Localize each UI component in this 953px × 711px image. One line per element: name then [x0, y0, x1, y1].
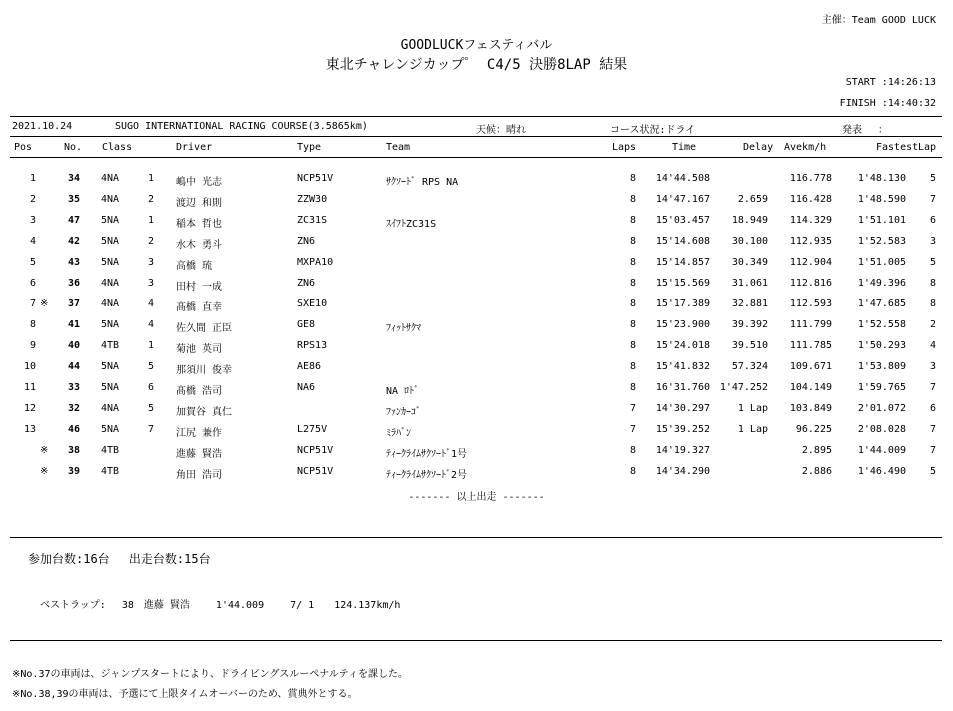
cell-laps: 8	[629, 465, 636, 477]
col-fastest: Fastest	[876, 142, 919, 153]
cell-type: AE86	[297, 361, 322, 373]
note-out-of-award: ※No.38,39の車両は、予選にて上限タイムオーバーのため、賞典外とする。	[12, 689, 358, 700]
cell-avekm: 2.886	[801, 465, 832, 477]
info-rule	[10, 136, 942, 137]
table-row	[0, 319, 953, 337]
cell-no: 34	[67, 173, 80, 184]
cell-class: 4NA	[101, 402, 120, 414]
cell-fastest: 1'52.583	[857, 235, 906, 247]
cell-driver: 水木 勇斗	[176, 239, 223, 251]
table-row	[0, 278, 953, 296]
cell-avekm: 112.935	[789, 235, 832, 247]
table-row	[0, 340, 953, 358]
cell-type: GE8	[297, 319, 316, 331]
cell-class-pos: 3	[147, 277, 154, 289]
cell-avekm: 111.785	[789, 340, 832, 352]
cell-type: SXE10	[297, 298, 328, 310]
cell-team: ﾐﾗﾊﾞﾝ	[386, 427, 411, 439]
cell-avekm: 112.593	[789, 298, 832, 310]
course-name: SUGO INTERNATIONAL RACING COURSE(3.5865km)	[115, 121, 368, 132]
cell-class: 4NA	[101, 277, 120, 289]
col-delay: Delay	[743, 142, 774, 153]
cell-pos: 1	[29, 173, 36, 184]
cell-driver: 髙橋 浩司	[176, 386, 223, 397]
cell-mark: ※	[40, 444, 49, 456]
cell-class-pos: 1	[147, 214, 154, 226]
cell-delay: 1 Lap	[737, 423, 768, 435]
cell-class: 4NA	[101, 173, 120, 184]
cell-fastest: 1'51.101	[857, 214, 906, 226]
cell-fastest-lap: 5	[929, 465, 936, 477]
cell-no: 41	[67, 319, 80, 331]
cell-time: 15'17.389	[655, 298, 710, 310]
cell-class: 5NA	[101, 214, 120, 226]
cell-fastest-lap: 3	[929, 235, 936, 247]
cell-fastest-lap: 6	[929, 214, 936, 226]
table-row	[0, 403, 953, 421]
cell-team: ｽｲﾌﾄZC31S	[386, 218, 437, 230]
cell-laps: 8	[629, 382, 636, 393]
cell-no: 46	[67, 423, 80, 435]
cell-time: 14'30.297	[655, 402, 710, 414]
cell-type: ZN6	[297, 277, 316, 289]
cell-class: 5NA	[101, 256, 120, 268]
cell-avekm: 103.849	[789, 402, 832, 414]
table-row	[0, 361, 953, 379]
cell-type: MXPA10	[297, 256, 334, 268]
cell-pos: 2	[29, 193, 36, 205]
cell-class: 5NA	[101, 423, 120, 435]
start-time: START :14:26:13	[845, 77, 936, 88]
cell-class-pos: 4	[147, 298, 154, 310]
cell-avekm: 96.225	[795, 423, 832, 435]
header-rule	[10, 157, 942, 158]
cell-class: 5NA	[101, 319, 120, 331]
cell-fastest: 1'50.293	[857, 340, 906, 352]
cell-type: L275V	[297, 423, 328, 435]
cell-avekm: 2.895	[801, 444, 832, 456]
cell-class: 5NA	[101, 361, 120, 373]
cell-fastest-lap: 4	[929, 340, 936, 352]
cell-team: ｻｸｿｰﾄﾞ RPS NA	[386, 177, 459, 188]
cell-type: ZN6	[297, 235, 316, 247]
cell-fastest: 1'48.590	[857, 193, 906, 205]
cell-driver: 田村 一成	[176, 281, 223, 293]
organizer: 主催：Team GOOD LUCK	[821, 15, 936, 26]
cell-time: 15'14.857	[655, 256, 710, 268]
cell-class-pos: 7	[147, 423, 154, 435]
cell-class: 4TB	[101, 444, 120, 456]
cell-class-pos: 2	[147, 235, 154, 247]
cell-type: NCP51V	[297, 465, 334, 477]
cell-laps: 8	[629, 214, 636, 226]
col-type: Type	[297, 142, 322, 153]
cell-team: ﾃｨｰｸﾗｲﾑｻｸｿｰﾄﾞ2号	[386, 469, 468, 481]
cell-no: 43	[67, 256, 80, 268]
cell-type: ZZW30	[297, 193, 328, 205]
cell-delay: 2.659	[737, 193, 768, 205]
cell-avekm: 112.816	[789, 277, 832, 289]
cell-pos: 11	[23, 382, 36, 393]
notes-rule	[10, 640, 942, 641]
cell-type: RPS13	[297, 340, 328, 352]
cell-laps: 8	[629, 298, 636, 310]
entries-summary: 参加台数:16台 出走台数:15台	[28, 552, 211, 566]
cell-fastest-lap: 6	[929, 402, 936, 414]
cell-no: 35	[67, 193, 80, 205]
cell-team: ﾃｨｰｸﾗｲﾑｻｸｿｰﾄﾞ1号	[386, 448, 468, 460]
cell-driver: 稲本 哲也	[176, 218, 223, 230]
cell-fastest: 1'51.005	[857, 256, 906, 268]
cell-class-pos: 6	[147, 382, 154, 393]
cell-fastest-lap: 7	[929, 193, 936, 205]
cell-delay: 32.881	[731, 298, 768, 310]
cell-no: 39	[67, 465, 80, 477]
cell-fastest: 1'59.765	[857, 382, 906, 393]
cell-time: 14'34.290	[655, 465, 710, 477]
cell-class-pos: 4	[147, 319, 154, 331]
cell-driver: 菊池 英司	[176, 344, 223, 356]
cell-no: 32	[67, 402, 80, 414]
cell-laps: 8	[629, 277, 636, 289]
cell-avekm: 116.428	[789, 193, 832, 205]
cell-delay: 39.392	[731, 319, 768, 331]
table-row	[0, 298, 953, 316]
cell-fastest-lap: 5	[929, 256, 936, 268]
cell-pos: 12	[23, 402, 36, 414]
col-pos: Pos	[14, 142, 33, 153]
cell-time: 14'44.508	[655, 173, 710, 184]
cell-team: ﾌｨｯﾄｻｸﾏ	[386, 323, 421, 335]
cell-fastest: 1'46.490	[857, 465, 906, 477]
cell-laps: 8	[629, 340, 636, 352]
cell-fastest: 1'48.130	[857, 173, 906, 184]
cell-time: 14'47.167	[655, 193, 710, 205]
cell-time: 15'39.252	[655, 423, 710, 435]
table-row	[0, 173, 953, 191]
col-laps: Laps	[612, 142, 637, 153]
note-penalty: ※No.37の車両は、ジャンプスタートにより、ドライビングスルーペナルティを課した。	[12, 669, 408, 680]
cell-fastest: 1'52.558	[857, 319, 906, 331]
cell-team: ﾌｧﾝｶｰｺﾞ	[386, 406, 421, 418]
cell-time: 15'41.832	[655, 361, 710, 373]
cell-avekm: 116.778	[789, 173, 832, 184]
cell-fastest: 1'49.396	[857, 277, 906, 289]
cell-fastest: 2'08.028	[857, 423, 906, 435]
cell-time: 15'15.569	[655, 277, 710, 289]
cell-laps: 8	[629, 173, 636, 184]
cell-time: 15'03.457	[655, 214, 710, 226]
cell-laps: 7	[629, 423, 636, 435]
col-team: Team	[386, 142, 411, 153]
cell-avekm: 109.671	[789, 361, 832, 373]
cell-fastest-lap: 8	[929, 298, 936, 310]
cell-mark: ※	[40, 465, 49, 477]
cell-class-pos: 1	[147, 340, 154, 352]
cell-pos: 10	[23, 361, 36, 373]
top-rule	[10, 116, 942, 117]
cell-type: NCP51V	[297, 173, 334, 184]
col-time: Time	[672, 142, 697, 153]
cell-laps: 8	[629, 361, 636, 373]
col-no: No.	[64, 142, 83, 153]
cell-laps: 8	[629, 193, 636, 205]
table-row	[0, 236, 953, 254]
cell-avekm: 111.799	[789, 319, 832, 331]
finish-time: FINISH :14:40:32	[839, 98, 936, 109]
cell-delay: 31.061	[731, 277, 768, 289]
cell-class-pos: 2	[147, 193, 154, 205]
cell-no: 37	[67, 298, 80, 310]
race-date: 2021.10.24	[12, 121, 73, 132]
cell-pos: 3	[29, 214, 36, 226]
cell-driver: 嶋中 光志	[176, 177, 223, 188]
cell-delay: 1'47.252	[719, 382, 768, 393]
cell-delay: 57.324	[731, 361, 768, 373]
weather: 天候：晴れ	[476, 125, 526, 136]
cell-fastest-lap: 7	[929, 444, 936, 456]
cell-no: 38	[67, 444, 80, 456]
cell-driver: 進藤 賢浩	[176, 448, 223, 460]
cell-avekm: 112.904	[789, 256, 832, 268]
cell-driver: 角田 浩司	[176, 469, 223, 481]
cell-class: 4NA	[101, 298, 120, 310]
cell-time: 15'23.900	[655, 319, 710, 331]
cell-avekm: 114.329	[789, 214, 832, 226]
cell-no: 36	[67, 277, 80, 289]
cell-fastest-lap: 3	[929, 361, 936, 373]
cell-mark: ※	[40, 298, 49, 310]
cell-delay: 30.349	[731, 256, 768, 268]
table-row	[0, 215, 953, 233]
cell-driver: 渡辺 和則	[176, 197, 223, 209]
cell-no: 42	[67, 235, 80, 247]
cell-pos: 8	[29, 319, 36, 331]
cell-driver: 高橋 琉	[176, 260, 213, 272]
cell-class-pos: 3	[147, 256, 154, 268]
cell-driver: 髙橋 直幸	[176, 302, 223, 314]
announcement: 発表 ：	[842, 125, 889, 136]
cell-driver: 那須川 俊幸	[176, 365, 233, 377]
cell-type: NA6	[297, 382, 316, 393]
cell-laps: 8	[629, 444, 636, 456]
col-lap: Lap	[918, 142, 937, 153]
cell-class: 4NA	[101, 193, 120, 205]
table-row	[0, 466, 953, 484]
cell-time: 14'19.327	[655, 444, 710, 456]
cell-type: NCP51V	[297, 444, 334, 456]
cell-type: ZC31S	[297, 214, 328, 226]
cell-driver: 佐久間 正臣	[176, 323, 233, 335]
cell-no: 44	[67, 361, 80, 373]
cell-laps: 7	[629, 402, 636, 414]
cell-class: 4TB	[101, 465, 120, 477]
cell-fastest: 1'53.809	[857, 361, 906, 373]
cell-time: 15'24.018	[655, 340, 710, 352]
cell-time: 16'31.760	[655, 382, 710, 393]
cell-pos: 7	[29, 298, 36, 310]
cell-class-pos: 5	[147, 402, 154, 414]
cell-laps: 8	[629, 235, 636, 247]
cell-no: 40	[67, 340, 80, 352]
cell-pos: 6	[29, 277, 36, 289]
cell-delay: 30.100	[731, 235, 768, 247]
cell-avekm: 104.149	[789, 382, 832, 393]
cell-no: 33	[67, 382, 80, 393]
end-note: ------- 以上出走 -------	[408, 492, 545, 503]
col-class: Class	[102, 142, 133, 153]
event-title: GOODLUCKフェスティバル	[400, 38, 553, 53]
cell-driver: 加賀谷 真仁	[176, 406, 233, 418]
cell-laps: 8	[629, 256, 636, 268]
table-row	[0, 194, 953, 212]
col-driver: Driver	[176, 142, 213, 153]
cell-delay: 18.949	[731, 214, 768, 226]
cell-fastest: 2'01.072	[857, 402, 906, 414]
table-row	[0, 445, 953, 463]
best-lap-summary: ベストラップ: 38 進藤 賢浩 1'44.009 7/ 1 124.137km/h	[40, 600, 401, 611]
track-condition: コース状況:ドライ	[610, 125, 696, 136]
cell-class: 5NA	[101, 382, 120, 393]
cell-pos: 13	[23, 423, 36, 435]
cell-no: 47	[67, 214, 80, 226]
table-row	[0, 382, 953, 400]
cell-fastest: 1'47.685	[857, 298, 906, 310]
cell-class: 4TB	[101, 340, 120, 352]
cell-class-pos: 1	[147, 173, 154, 184]
cell-fastest-lap: 2	[929, 319, 936, 331]
cell-delay: 1 Lap	[737, 402, 768, 414]
cell-team: NA ﾛﾄﾞ	[386, 386, 420, 397]
cell-pos: 4	[29, 235, 36, 247]
cell-delay: 39.510	[731, 340, 768, 352]
cell-pos: 9	[29, 340, 36, 352]
table-row	[0, 257, 953, 275]
cell-time: 15'14.608	[655, 235, 710, 247]
cell-laps: 8	[629, 319, 636, 331]
col-avekm: Avekm/h	[784, 142, 827, 153]
table-row	[0, 424, 953, 442]
cell-fastest-lap: 7	[929, 423, 936, 435]
table-bottom-rule	[10, 537, 942, 538]
cell-driver: 江尻 兼作	[176, 427, 223, 439]
cell-fastest-lap: 5	[929, 173, 936, 184]
cell-fastest-lap: 7	[929, 382, 936, 393]
race-title: 東北チャレンジカップ゜ C4/5 決勝8LAP 結果	[325, 57, 628, 73]
cell-class-pos: 5	[147, 361, 154, 373]
cell-fastest-lap: 8	[929, 277, 936, 289]
cell-class: 5NA	[101, 235, 120, 247]
cell-pos: 5	[29, 256, 36, 268]
cell-fastest: 1'44.009	[857, 444, 906, 456]
